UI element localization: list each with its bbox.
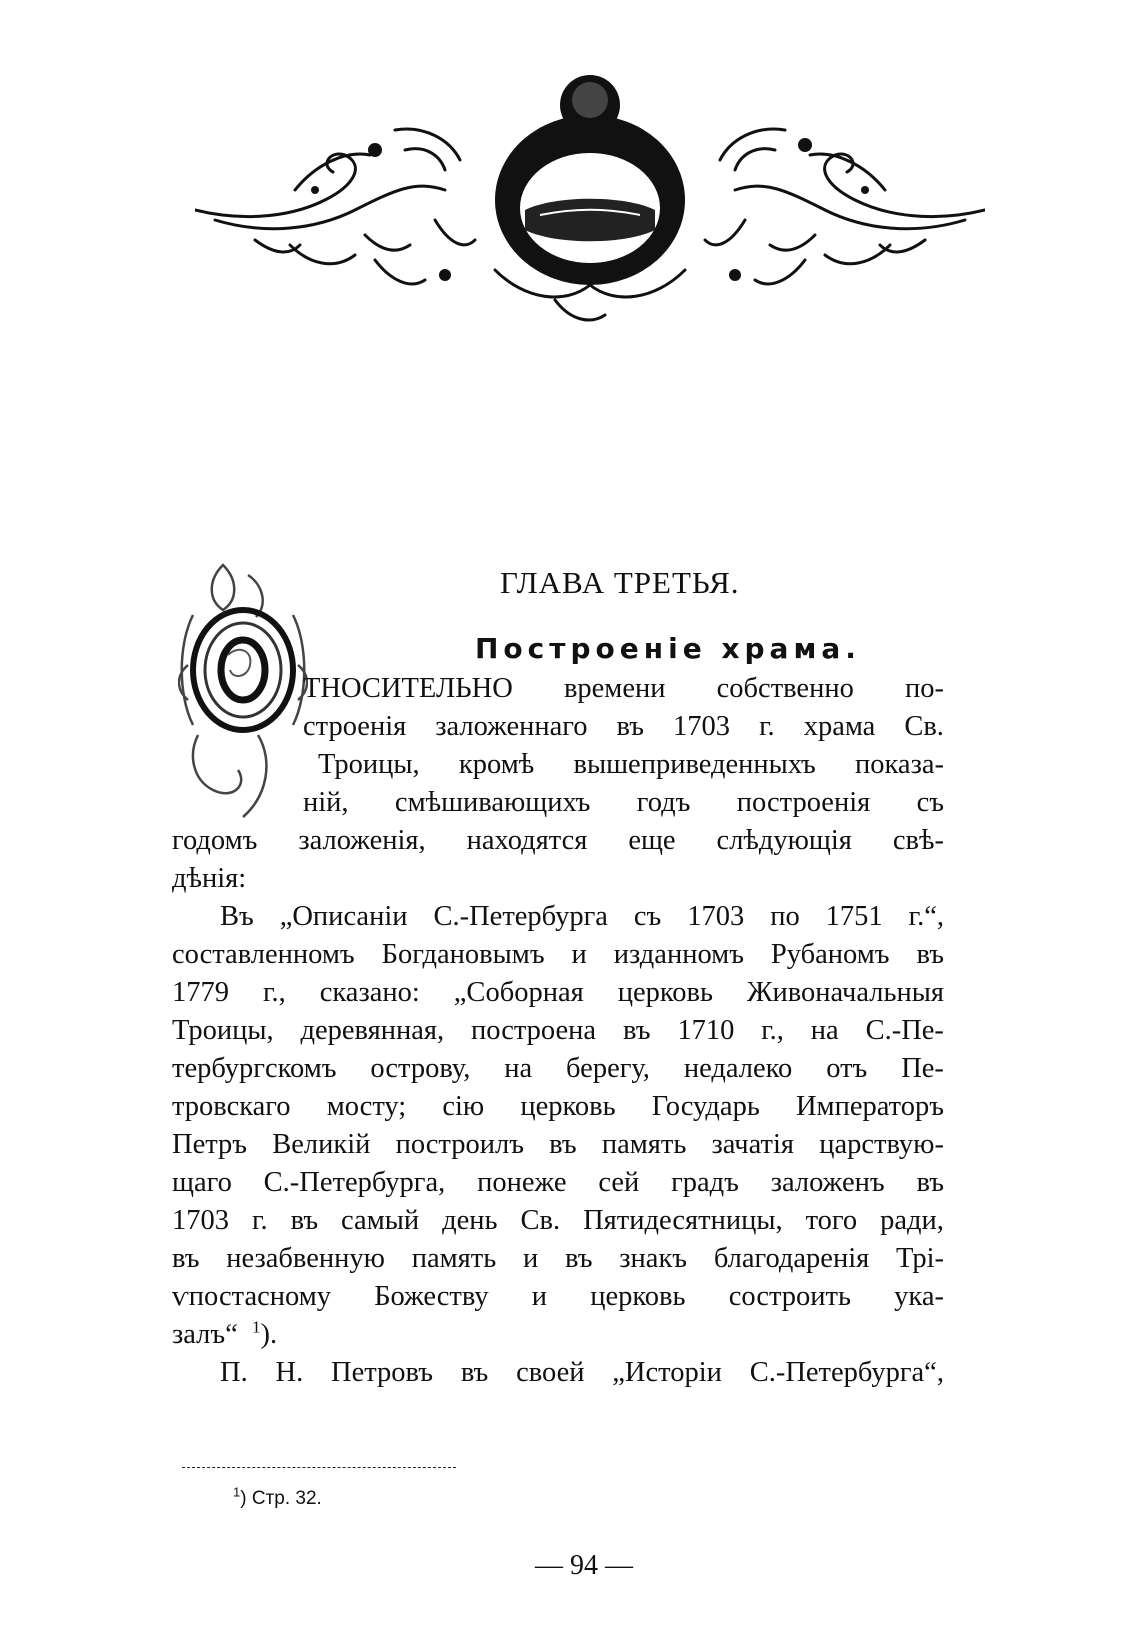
text-line-p2-1: Въ „Описаніи С.-Петербурга съ 1703 по 1751 г.“, <box>220 901 944 932</box>
text-line-p1-1: ТНОСИТЕЛЬНО времени собственно по- <box>303 673 944 704</box>
text-line-p2-6: тровскаго мосту; сію церковь Государь Императоръ <box>172 1091 944 1122</box>
text-line-p2-12: залъ“ $^1$). <box>172 1317 278 1350</box>
text-line-p2-7: Петръ Великій построилъ въ память зачатія царствую- <box>172 1129 944 1160</box>
text-line-p2-11: ѵпостасному Божеству и церковь состроить ука- <box>172 1281 944 1312</box>
text-line-p2-9: 1703 г. въ самый день Св. Пятидесятницы, того ради, <box>172 1205 944 1236</box>
footnote-ref[interactable]: 1 <box>252 1317 261 1337</box>
text-line-p2-2: составленномъ Богдановымъ и изданномъ Рубаномъ въ <box>172 939 944 970</box>
ornamental-initial-icon <box>178 555 308 825</box>
text-line-p1-4: ній, смѣшивающихъ годъ построенія съ <box>303 787 944 818</box>
text-line-p2-5: тербургскомъ острову, на берегу, недалеко отъ Пе- <box>172 1053 944 1084</box>
text-line-p2-8: щаго С.-Петербурга, понеже сей градъ заложенъ въ <box>172 1167 944 1198</box>
page-number: — 94 — <box>535 1550 633 1581</box>
rococo-vignette-icon <box>195 70 985 330</box>
footnote: $^1$) Стр. 32. <box>233 1484 322 1509</box>
text-line-p1-3: Троицы, кромѣ вышеприведенныхъ показа- <box>318 749 944 780</box>
text-line-p1-5: годомъ заложенія, находятся еще слѣдующія свѣ- <box>172 825 944 856</box>
text-line-p3-1: П. Н. Петровъ въ своей „Исторіи С.-Петербурга“, <box>220 1357 944 1388</box>
text-line-p2-10: въ незабвенную память и въ знакъ благодаренія Трі- <box>172 1243 944 1274</box>
footnote-rule <box>182 1467 456 1468</box>
section-title: Построеніе храма. <box>475 632 861 665</box>
text-line-p1-2: строенія заложеннаго въ 1703 г. храма Св. <box>303 711 944 742</box>
text-line-p2-4: Троицы, деревянная, построена въ 1710 г., на С.-Пе- <box>172 1015 944 1046</box>
text-line-p1-6: дѣнія: <box>172 863 247 894</box>
chapter-title: ГЛАВА ТРЕТЬЯ. <box>500 565 740 600</box>
text-line-p2-3: 1779 г., сказано: „Соборная церковь Живоначальныя <box>172 977 944 1008</box>
